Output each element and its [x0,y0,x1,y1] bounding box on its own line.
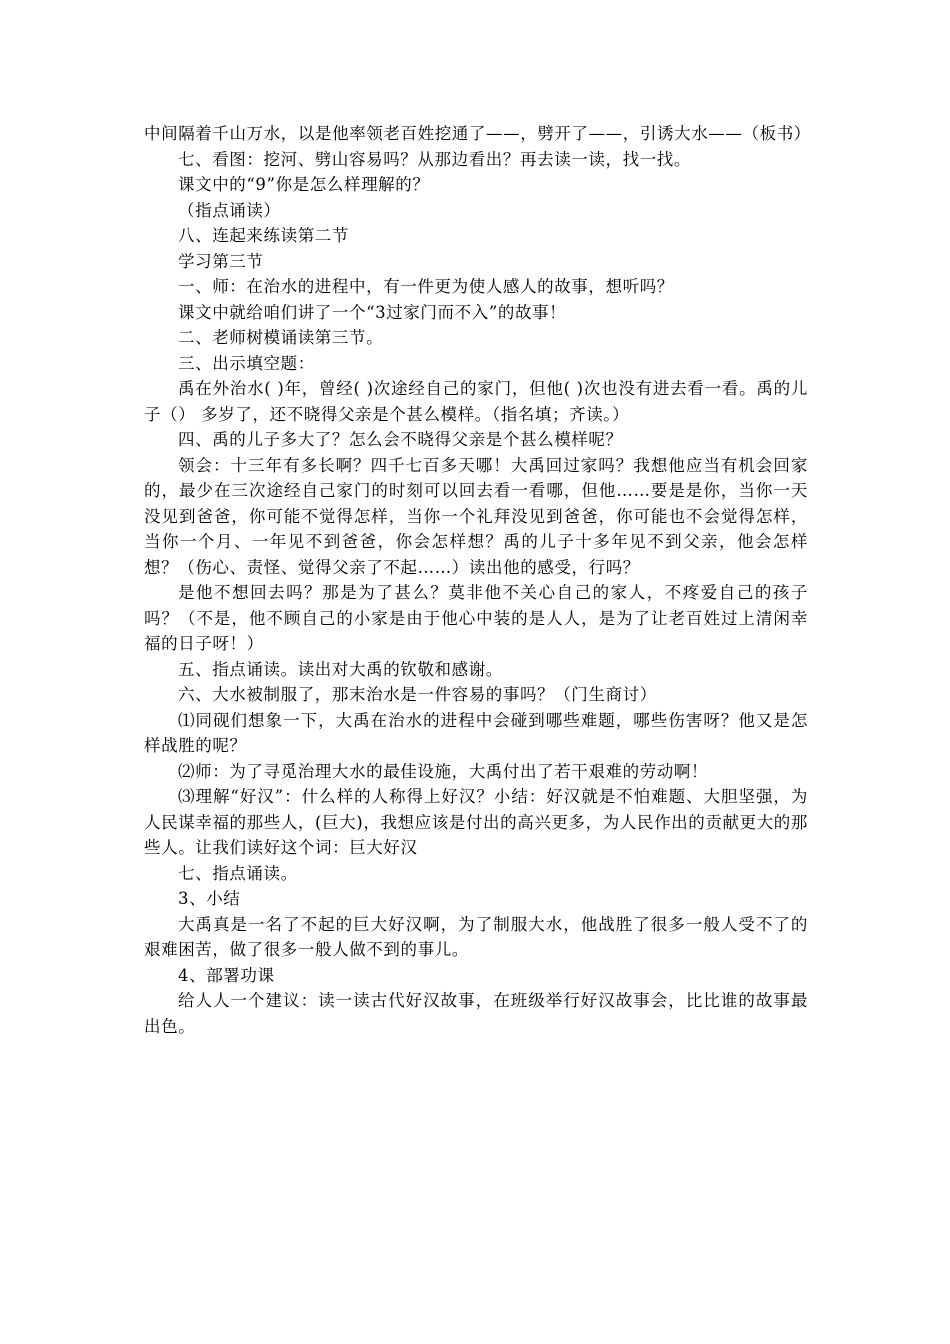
paragraph: （指点诵读） [178,200,281,220]
paragraph: 七、指点诵读。 [178,863,298,883]
paragraph: 一、师：在治水的进程中，有一件更为使人感人的故事，想听吗？ [178,277,674,296]
paragraph: 是他不想回去吗？那是为了甚么？莫非他不关心自己的家人，不疼爱自己的孩子吗？（不是，他不顾自己的小家是由于他心中装的是人人，是为了让老百姓过上清闲幸福的日子呀！） [144,583,808,653]
paragraph: 八、连起来练读第二节 [178,226,349,245]
paragraph: 六、大水被制服了，那末治水是一件容易的事吗？（门生商讨） [178,685,657,704]
paragraph: 给人人一个建议：读一读古代好汉故事，在班级举行好汉故事会，比比谁的故事最出色。 [144,991,808,1036]
paragraph: 领会：十三年有多长啊？四千七百多天哪！大禹回过家吗？我想他应当有机会回家的，最少在三次途经自己家门的时刻可以回去看一看哪，但他……要是是你，当你一天没见到爸爸，你可能不觉得怎样，当你一个礼拜没见到爸爸，你可能也不会觉得怎样，当你一个月、一年见不到爸爸，你会怎样想？禹的儿子十多年见不到父亲，他会怎样想？（伤心、责怪、觉得父亲了不起……）读出他的感受，行吗？ [144,455,808,577]
paragraph: 3、小结 [178,889,241,908]
paragraph: 学习第三节 [178,251,264,271]
paragraph: 课文中的“9”你是怎么样理解的？ [178,175,430,194]
paragraph: 禹在外治水( )年，曾经( )次途经自己的家门，但他( )次也没有进去看一看。禹的儿子（） 多岁了，还不晓得父亲是个甚么模样。（指名填；齐读。） [144,379,808,424]
paragraph: 二、老师树模诵读第三节。 [178,328,384,347]
paragraph: 课文中就给咱们讲了一个“3过家门而不入”的故事！ [178,302,567,322]
paragraph: 大禹真是一名了不起的巨大好汉啊，为了制服大水，他战胜了很多一般人受不了的艰难困苦，做了很多一般人做不到的事儿。 [144,914,808,959]
paragraph: ⑵师：为了寻觅治理大水的最佳设施，大禹付出了若干艰难的劳动啊！ [178,761,709,781]
document-body [144,121,811,1039]
paragraph: ⑶理解“好汉”：什么样的人称得上好汉？小结：好汉就是不怕难题、大胆坚强，为人民谋幸福的那些人，(巨大)，我想应该是付出的高兴更多，为人民作出的贡献更大的那些人。让我们读好这个词：巨大好汉 [144,787,808,857]
paragraph: 三、出示填空题： [178,353,315,373]
paragraph: 五、指点诵读。读出对大禹的钦敬和感谢。 [178,659,503,679]
paragraph: 四、禹的儿子多大了？怎么会不晓得父亲是个甚么模样呢？ [178,430,623,449]
paragraph: ⑴同砚们想象一下，大禹在治水的进程中会碰到哪些难题，哪些伤害呀？他又是怎样战胜的呢？ [144,710,808,755]
paragraph: 中间隔着千山万水，以是他率领老百姓挖通了——，劈开了——，引诱大水——（板书） [144,124,811,143]
paragraph: 4、部署功课 [178,965,275,985]
paragraph: 七、看图：挖河、劈山容易吗？从那边看出？再去读一读，找一找。 [178,149,691,169]
